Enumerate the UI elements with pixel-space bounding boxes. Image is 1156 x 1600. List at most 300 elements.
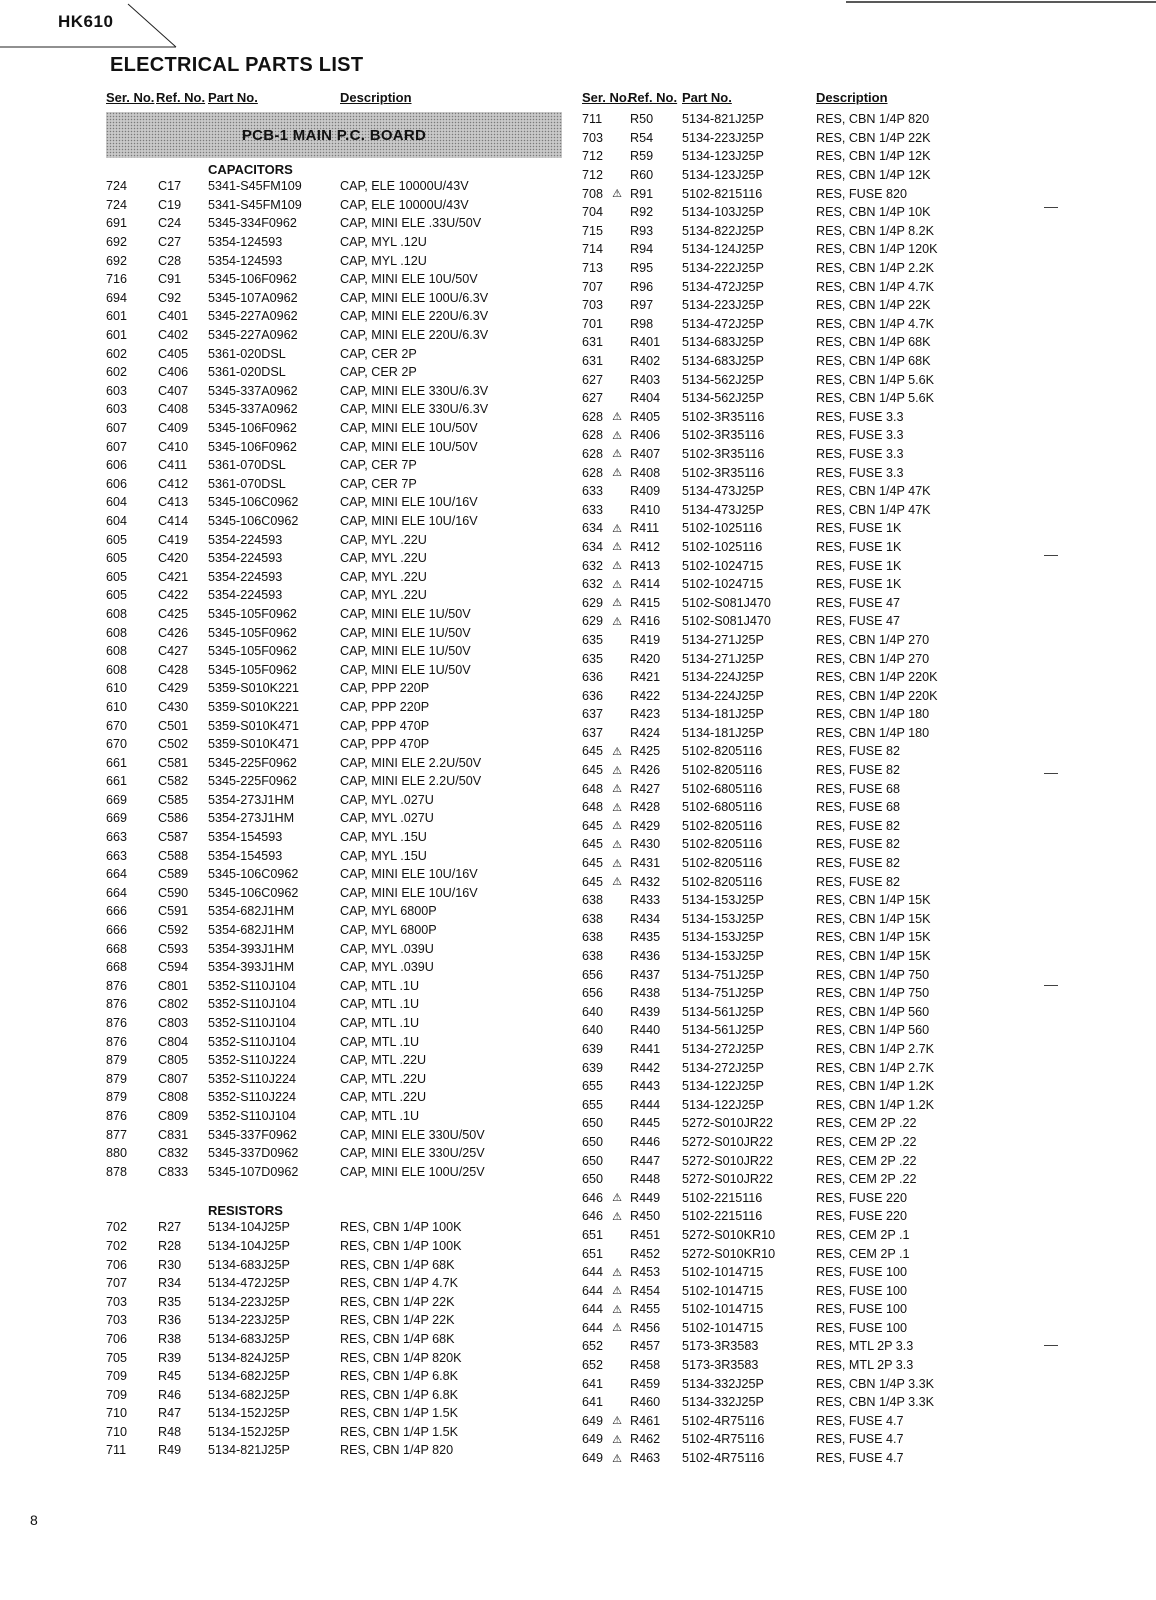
ser-no: 608	[106, 662, 128, 677]
ref-no-cell	[608, 986, 682, 1000]
ref-no-cell	[608, 187, 682, 201]
description: RES, CBN 1/4P 68K	[340, 1257, 455, 1272]
part-no: 5134-272J25P	[682, 1041, 764, 1056]
ref-no-cell	[608, 893, 682, 907]
table-row	[582, 1281, 1016, 1300]
ref-no: C807	[158, 1071, 189, 1086]
ref-no: C808	[158, 1090, 189, 1105]
part-no: 5134-473J25P	[682, 484, 764, 499]
table-row	[106, 660, 540, 679]
description: CAP, MYL .12U	[340, 253, 427, 268]
safety-warning-icon: ⚠	[612, 522, 622, 535]
ser-no: 668	[106, 941, 128, 956]
part-no: 5102-1024715	[682, 577, 764, 592]
part-no: 5354-124593	[208, 235, 283, 250]
description: CAP, MINI ELE 1U/50V	[340, 662, 471, 677]
column-headers-left	[106, 86, 540, 108]
ref-no: R430	[630, 837, 661, 852]
ref-no: C591	[158, 904, 189, 919]
ref-no-cell	[608, 596, 682, 610]
safety-warning-icon: ⚠	[612, 838, 622, 851]
ser-no: 645	[582, 763, 604, 778]
description: RES, CBN 1/4P 6.8K	[340, 1369, 459, 1384]
table-row	[582, 1374, 1016, 1393]
ser-no: 633	[582, 484, 604, 499]
description: RES, CBN 1/4P 560	[816, 1004, 930, 1019]
ser-no: 652	[582, 1339, 604, 1354]
ser-no: 692	[106, 235, 128, 250]
table-row	[106, 698, 540, 717]
ser-no: 627	[582, 372, 604, 387]
ref-no: R447	[630, 1153, 661, 1168]
table-row	[582, 203, 1016, 222]
ref-no: C805	[158, 1053, 189, 1068]
ref-no: C802	[158, 997, 189, 1012]
ref-no: R96	[630, 279, 654, 294]
ser-no: 878	[106, 1164, 128, 1179]
ser-no: 663	[106, 830, 128, 845]
ref-no-cell	[608, 577, 682, 591]
section-title: CAPACITORS	[208, 162, 293, 177]
ref-no-cell	[608, 540, 682, 554]
description: RES, CBN 1/4P 820K	[340, 1350, 462, 1365]
ser-no: 637	[582, 707, 604, 722]
ser-no: 876	[106, 997, 128, 1012]
ref-no: R404	[630, 391, 661, 406]
table-row	[106, 605, 540, 624]
table-row	[582, 1430, 1016, 1449]
ref-no: C405	[158, 346, 189, 361]
part-no: 5102-4R75116	[682, 1432, 765, 1447]
part-no: 5102-4R75116	[682, 1413, 765, 1428]
description: RES, FUSE 1K	[816, 577, 902, 592]
part-no: 5354-682J1HM	[208, 923, 295, 938]
description: RES, CBN 1/4P 15K	[816, 911, 931, 926]
ser-no: 645	[582, 744, 604, 759]
part-no: 5134-103J25P	[682, 205, 764, 220]
ref-no-cell	[608, 205, 682, 219]
part-no: 5345-337F0962	[208, 1127, 297, 1142]
ref-no: R95	[630, 261, 654, 276]
ref-no-cell	[156, 904, 208, 918]
ref-no-cell	[156, 458, 208, 472]
ref-no: C402	[158, 328, 189, 343]
ser-no: 707	[582, 279, 604, 294]
ref-no: R446	[630, 1134, 661, 1149]
table-row	[106, 177, 540, 196]
ref-no-cell	[156, 1295, 208, 1309]
ref-no: C803	[158, 1016, 189, 1031]
safety-warning-icon: ⚠	[612, 429, 622, 442]
table-row	[582, 1003, 1016, 1022]
ser-no: 645	[582, 837, 604, 852]
table-row	[106, 921, 540, 940]
ref-no: R442	[630, 1060, 661, 1075]
part-no: 5134-123J25P	[682, 168, 764, 183]
part-no: 5102-2215116	[682, 1190, 763, 1205]
ref-no: R431	[630, 856, 661, 871]
ref-no: C426	[158, 625, 189, 640]
ref-no-cell	[156, 1239, 208, 1253]
ref-no-cell	[156, 737, 208, 751]
ref-no-cell	[156, 1332, 208, 1346]
ref-no-cell	[608, 1432, 682, 1446]
part-no: 5341-S45FM109	[208, 197, 302, 212]
ref-no: R91	[630, 186, 654, 201]
header-ser-no: Ser. No.	[106, 89, 155, 105]
ref-no: R459	[630, 1376, 661, 1391]
description: RES, CBN 1/4P 3.3K	[816, 1376, 935, 1391]
description: RES, CBN 1/4P 750	[816, 967, 930, 982]
parts-list-right-column	[582, 86, 1016, 1467]
ref-no-cell	[608, 1042, 682, 1056]
description: RES, FUSE 220	[816, 1209, 907, 1224]
ref-no: C587	[158, 830, 189, 845]
ref-no: C832	[158, 1146, 189, 1161]
part-no: 5345-337A0962	[208, 383, 298, 398]
part-no: 5345-225F0962	[208, 774, 297, 789]
safety-warning-icon: ⚠	[612, 578, 622, 591]
description: CAP, MINI ELE 10U/16V	[340, 513, 478, 528]
ser-no: 632	[582, 577, 604, 592]
description: RES, CBN 1/4P 15K	[816, 893, 931, 908]
part-no: 5134-561J25P	[682, 1004, 764, 1019]
ser-no: 602	[106, 346, 128, 361]
table-row	[582, 612, 1016, 631]
ser-no: 876	[106, 978, 128, 993]
ref-no-cell	[156, 923, 208, 937]
ref-no: R461	[630, 1413, 661, 1428]
ser-no: 879	[106, 1090, 128, 1105]
ref-no-cell	[156, 551, 208, 565]
table-row	[582, 1244, 1016, 1263]
part-no: 5102-8205116	[682, 856, 763, 871]
ref-no: R35	[158, 1294, 182, 1309]
part-no: 5345-225F0962	[208, 755, 297, 770]
ser-no: 670	[106, 737, 128, 752]
part-no: 5134-222J25P	[682, 261, 764, 276]
description: RES, CBN 1/4P 180	[816, 725, 930, 740]
description: RES, CBN 1/4P 270	[816, 651, 930, 666]
description: CAP, MTL .1U	[340, 997, 420, 1012]
table-row	[106, 939, 540, 958]
part-no: 5134-123J25P	[682, 149, 764, 164]
ref-no-cell	[156, 1369, 208, 1383]
description: RES, CBN 1/4P 47K	[816, 484, 931, 499]
description: CAP, CER 2P	[340, 346, 417, 361]
part-no: 5272-S010JR22	[682, 1172, 774, 1187]
description: RES, CBN 1/4P 4.7K	[816, 316, 935, 331]
parts-list-left-column	[106, 86, 540, 1460]
table-row	[106, 1051, 540, 1070]
ref-no-cell	[156, 533, 208, 547]
part-no: 5272-S010KR10	[682, 1246, 776, 1261]
table-row	[582, 1077, 1016, 1096]
table-row	[106, 1385, 540, 1404]
ref-no-cell	[608, 1451, 682, 1465]
ref-no: R409	[630, 484, 661, 499]
ref-no-cell	[156, 570, 208, 584]
ref-no-cell	[608, 837, 682, 851]
part-no: 5102-1014715	[682, 1302, 764, 1317]
header-ref-no: Ref. No.	[628, 89, 678, 105]
ref-no-cell	[156, 365, 208, 379]
description: RES, CBN 1/4P 22K	[340, 1313, 455, 1328]
table-row	[106, 1292, 540, 1311]
part-no: 5354-224593	[208, 551, 283, 566]
table-row	[582, 1356, 1016, 1375]
table-row	[582, 779, 1016, 798]
margin-mark: —	[1044, 764, 1058, 780]
safety-warning-icon: ⚠	[612, 597, 622, 610]
part-no: 5359-S010K221	[208, 681, 300, 696]
ser-no: 877	[106, 1127, 128, 1142]
description: RES, CBN 1/4P 100K	[340, 1238, 462, 1253]
part-no: 5134-822J25P	[682, 223, 764, 238]
table-row	[106, 1367, 540, 1386]
ref-no-cell	[608, 1154, 682, 1168]
part-no: 5352-S110J104	[208, 997, 296, 1012]
part-no: 5345-334F0962	[208, 216, 297, 231]
ref-no-cell	[156, 1053, 208, 1067]
safety-warning-icon: ⚠	[612, 1192, 622, 1205]
ref-no: R458	[630, 1358, 661, 1373]
ref-no-cell	[608, 1414, 682, 1428]
description: RES, FUSE 82	[816, 818, 900, 833]
description: RES, CEM 2P .22	[816, 1134, 917, 1149]
ref-no: R421	[630, 670, 661, 685]
ser-no: 645	[582, 874, 604, 889]
description: CAP, MYL .12U	[340, 235, 427, 250]
ref-no: R448	[630, 1172, 661, 1187]
ser-no: 639	[582, 1060, 604, 1075]
ref-no: R423	[630, 707, 661, 722]
table-row	[582, 296, 1016, 315]
description: RES, FUSE 47	[816, 614, 900, 629]
ref-no-cell	[156, 979, 208, 993]
ser-no: 651	[582, 1227, 604, 1242]
capacitor-list	[106, 177, 540, 1181]
ref-no: R425	[630, 744, 661, 759]
table-row	[582, 1226, 1016, 1245]
ser-no: 709	[106, 1387, 128, 1402]
resistor-list-right	[582, 110, 1016, 1467]
description: CAP, MYL .027U	[340, 792, 434, 807]
ref-no-cell	[608, 652, 682, 666]
description: RES, CEM 2P .22	[816, 1153, 917, 1168]
ref-no: C589	[158, 867, 189, 882]
ser-no: 664	[106, 867, 128, 882]
table-row	[582, 370, 1016, 389]
part-no: 5102-6805116	[682, 781, 763, 796]
table-row	[582, 426, 1016, 445]
ser-no: 704	[582, 205, 604, 220]
part-no: 5134-223J25P	[208, 1313, 290, 1328]
ser-no: 608	[106, 625, 128, 640]
ref-no: R47	[158, 1406, 182, 1421]
ref-no: C406	[158, 365, 189, 380]
ref-no: R38	[158, 1331, 182, 1346]
part-no: 5134-562J25P	[682, 372, 764, 387]
ser-no: 879	[106, 1071, 128, 1086]
description: RES, CBN 1/4P 4.7K	[816, 279, 935, 294]
table-row	[106, 1274, 540, 1293]
safety-warning-icon: ⚠	[612, 1303, 622, 1316]
part-no: 5102-1024715	[682, 558, 764, 573]
part-no: 5345-106F0962	[208, 421, 297, 436]
description: RES, CBN 1/4P 2.7K	[816, 1041, 935, 1056]
ser-no: 648	[582, 800, 604, 815]
header-ser-no: Ser. No.	[582, 89, 631, 105]
ser-no: 638	[582, 893, 604, 908]
ser-no: 666	[106, 904, 128, 919]
ref-no-cell	[608, 1098, 682, 1112]
part-no: 5272-S010KR10	[682, 1227, 776, 1242]
table-row	[106, 233, 540, 252]
table-row	[582, 1319, 1016, 1338]
ser-no: 645	[582, 818, 604, 833]
ref-no: C91	[158, 272, 182, 287]
ref-no-cell	[156, 309, 208, 323]
table-row	[582, 649, 1016, 668]
ref-no: R414	[630, 577, 661, 592]
ser-no: 644	[582, 1283, 604, 1298]
ser-no: 639	[582, 1041, 604, 1056]
ser-no: 608	[106, 606, 128, 621]
description: CAP, MINI ELE 1U/50V	[340, 644, 471, 659]
description: RES, CBN 1/4P 12K	[816, 149, 931, 164]
ref-no: R433	[630, 893, 661, 908]
table-row	[106, 567, 540, 586]
description: CAP, MYL .027U	[340, 811, 434, 826]
ser-no: 641	[582, 1376, 604, 1391]
ser-no: 635	[582, 632, 604, 647]
ser-no: 694	[106, 290, 128, 305]
part-no: 5134-824J25P	[208, 1350, 290, 1365]
ser-no: 636	[582, 688, 604, 703]
ref-no-cell	[156, 440, 208, 454]
part-no: 5102-8205116	[682, 744, 763, 759]
part-no: 5134-223J25P	[682, 298, 764, 313]
description: RES, CBN 1/4P 12K	[816, 168, 931, 183]
part-no: 5102-4R75116	[682, 1451, 765, 1466]
part-no: 5134-682J25P	[208, 1369, 290, 1384]
description: RES, CBN 1/4P 750	[816, 986, 930, 1001]
description: RES, CBN 1/4P 220K	[816, 688, 938, 703]
description: CAP, MYL .039U	[340, 941, 434, 956]
part-no: 5134-104J25P	[208, 1238, 290, 1253]
part-no: 5134-683J25P	[682, 335, 764, 350]
part-no: 5345-105F0962	[208, 644, 297, 659]
ref-no-cell	[156, 272, 208, 286]
part-no: 5345-227A0962	[208, 328, 298, 343]
margin-mark: —	[1044, 546, 1058, 562]
safety-warning-icon: ⚠	[612, 1210, 622, 1223]
ref-no-cell	[156, 1425, 208, 1439]
description: RES, FUSE 4.7	[816, 1413, 904, 1428]
table-row	[106, 512, 540, 531]
ser-no: 651	[582, 1246, 604, 1261]
description: CAP, MINI ELE 2.2U/50V	[340, 774, 482, 789]
ser-no: 638	[582, 911, 604, 926]
ref-no: R94	[630, 242, 654, 257]
table-row	[582, 724, 1016, 743]
ser-no: 703	[582, 298, 604, 313]
description: RES, FUSE 82	[816, 744, 900, 759]
ser-no: 610	[106, 699, 128, 714]
description: CAP, MYL 6800P	[340, 923, 437, 938]
ser-no: 601	[106, 328, 128, 343]
ser-no: 605	[106, 588, 128, 603]
table-row	[582, 1300, 1016, 1319]
ref-no: C501	[158, 718, 189, 733]
part-no: 5102-8205116	[682, 763, 763, 778]
ref-no-cell	[156, 681, 208, 695]
table-row	[106, 977, 540, 996]
ref-no: R445	[630, 1116, 661, 1131]
ref-no: C831	[158, 1127, 189, 1142]
description: RES, CBN 1/4P 100K	[340, 1220, 462, 1235]
description: CAP, MTL .1U	[340, 1034, 420, 1049]
part-no: 5345-106F0962	[208, 439, 297, 454]
ref-no: C582	[158, 774, 189, 789]
part-no: 5345-107A0962	[208, 290, 298, 305]
ref-no: C588	[158, 848, 189, 863]
ref-no: R406	[630, 428, 661, 443]
ref-no-cell	[156, 1035, 208, 1049]
table-row	[582, 110, 1016, 129]
ser-no: 601	[106, 309, 128, 324]
ref-no-cell	[608, 1377, 682, 1391]
table-row	[106, 530, 540, 549]
ser-no: 606	[106, 476, 128, 491]
ref-no-cell	[156, 1443, 208, 1457]
ref-no-cell	[156, 235, 208, 249]
table-row	[582, 333, 1016, 352]
ref-no-cell	[156, 1128, 208, 1142]
section-capacitors	[106, 158, 540, 177]
ref-no-cell	[608, 1023, 682, 1037]
description: RES, CEM 2P .22	[816, 1172, 917, 1187]
ref-no: R456	[630, 1320, 661, 1335]
table-row	[582, 947, 1016, 966]
ref-no: R438	[630, 986, 661, 1001]
ref-no-cell	[156, 644, 208, 658]
table-row	[582, 166, 1016, 185]
part-no: 5134-561J25P	[682, 1023, 764, 1038]
ser-no: 703	[106, 1294, 128, 1309]
description: CAP, MINI ELE 220U/6.3V	[340, 309, 489, 324]
part-no: 5272-S010JR22	[682, 1153, 774, 1168]
ser-no: 710	[106, 1424, 128, 1439]
table-row	[582, 817, 1016, 836]
table-row	[582, 500, 1016, 519]
ref-no-cell	[156, 1351, 208, 1365]
table-row	[106, 196, 540, 215]
table-row	[582, 686, 1016, 705]
part-no: 5345-227A0962	[208, 309, 298, 324]
part-no: 5134-682J25P	[208, 1387, 290, 1402]
table-row	[582, 1188, 1016, 1207]
ref-no-cell	[156, 421, 208, 435]
description: RES, FUSE 4.7	[816, 1451, 904, 1466]
description: RES, FUSE 100	[816, 1320, 907, 1335]
ref-no: R453	[630, 1265, 661, 1280]
ref-no: C27	[158, 235, 182, 250]
ref-no: C581	[158, 755, 189, 770]
ref-no-cell	[156, 1016, 208, 1030]
ref-no-cell	[608, 1321, 682, 1335]
